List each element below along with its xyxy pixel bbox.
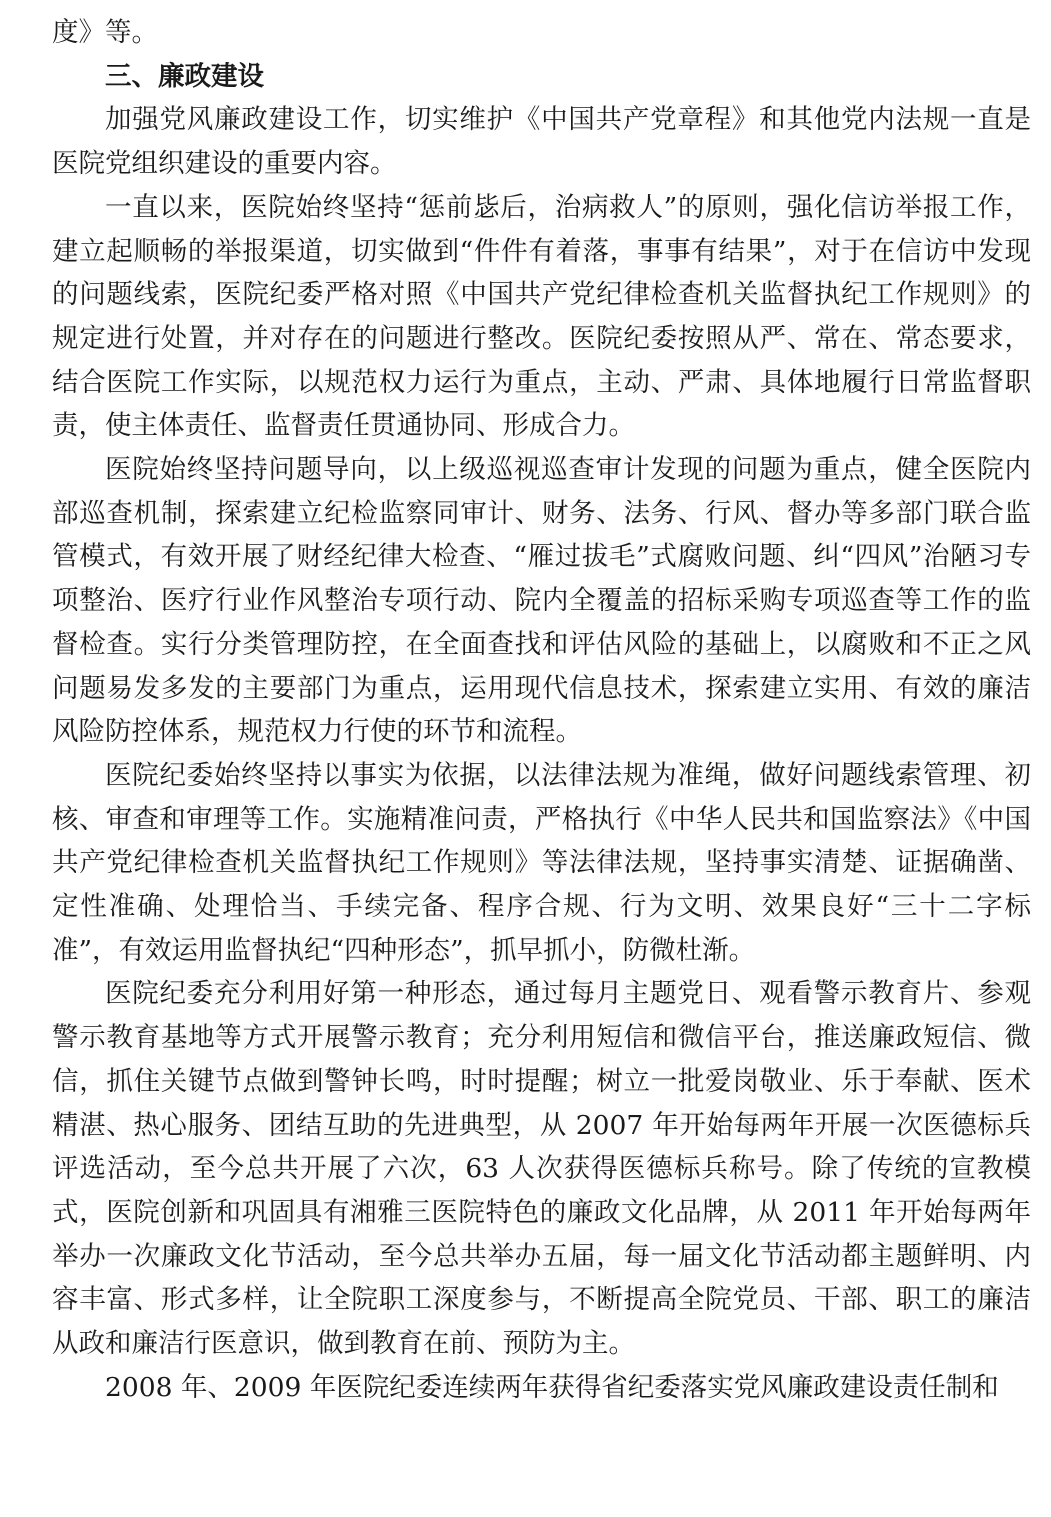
continuation-text: 度》等。 xyxy=(52,17,158,48)
paragraph-2: 一直以来，医院始终坚持“惩前毖后，治病救人”的原则，强化信访举报工作，建立起顺畅的举报渠道，切实做到“件件有着落，事事有结果”，对于在信访中发现的问题线索，医院纪委严格对照《中国共产党纪律检查机关监督执纪工作规则》的规定进行处置，并对存在的问题进行整改。医院纪委按照从严、常在、常态要求，结合医院工作实际，以规范权力运行为重点，主动、严肃、具体地履行日常监督职责，使主体责任、监督责任贯通协同、形成合力。 xyxy=(52,191,1031,442)
section-heading: 三、廉政建设 xyxy=(105,60,264,92)
paragraph-3: 医院始终坚持问题导向，以上级巡视巡查审计发现的问题为重点，健全医院内部巡查机制，探索建立纪检监察同审计、财务、法务、行风、督办等多部门联合监管模式，有效开展了财经纪律大检查、“雁过拔毛”式腐败问题、纠“四风”治陋习专项整治、医疗行业作风整治专项行动、院内全覆盖的招标采购专项巡查等工作的监督检查。实行分类管理防控，在全面查找和评估风险的基础上，以腐败和不正之风问题易发多发的主要部门为重点，运用现代信息技术，探索建立实用、有效的廉洁风险防控体系，规范权力行使的环节和流程。 xyxy=(52,454,1031,748)
paragraph-5: 医院纪委充分利用好第一种形态，通过每月主题党日、观看警示教育片、参观警示教育基地等方式开展警示教育；充分利用短信和微信平台，推送廉政短信、微信，抓住关键节点做到警钟长鸣，时时提醒；树立一批爱岗敬业、乐于奉献、医术精湛、热心服务、团结互助的先进典型，从 2007 年开始每两年开展一次医德标兵评选活动，至今总共开展了六次，63 人次获得医德标兵称号。除了传统的宣教模式，医院创新和巩固具有湘雅三医院特色的廉政文化品牌，从 2011 年开始每两年举办一次廉政文化节活动，至今总共举办五届，每一届文化节活动都主题鲜明、内容丰富、形式多样，让全院职工深度参与，不断提高全院党员、干部、职工的廉洁从政和廉洁行医意识，做到教育在前、预防为主。 xyxy=(52,978,1031,1360)
paragraph-4: 医院纪委始终坚持以事实为依据，以法律法规为准绳，做好问题线索管理、初核、审查和审理等工作。实施精准问责，严格执行《中华人民共和国监察法》《中国共产党纪律检查机关监督执纪工作规则》等法律法规，坚持事实清楚、证据确凿、定性准确、处理恰当、手续完备、程序合规、行为文明、效果良好“三十二字标准”，有效运用监督执纪“四种形态”，抓早抓小，防微杜渐。 xyxy=(52,759,1031,966)
paragraph-1: 加强党风廉政建设工作，切实维护《中国共产党章程》和其他党内法规一直是医院党组织建设的重要内容。 xyxy=(52,104,1031,180)
paragraph-6: 2008 年、2009 年医院纪委连续两年获得省纪委落实党风廉政建设责任制和 xyxy=(105,1371,999,1403)
